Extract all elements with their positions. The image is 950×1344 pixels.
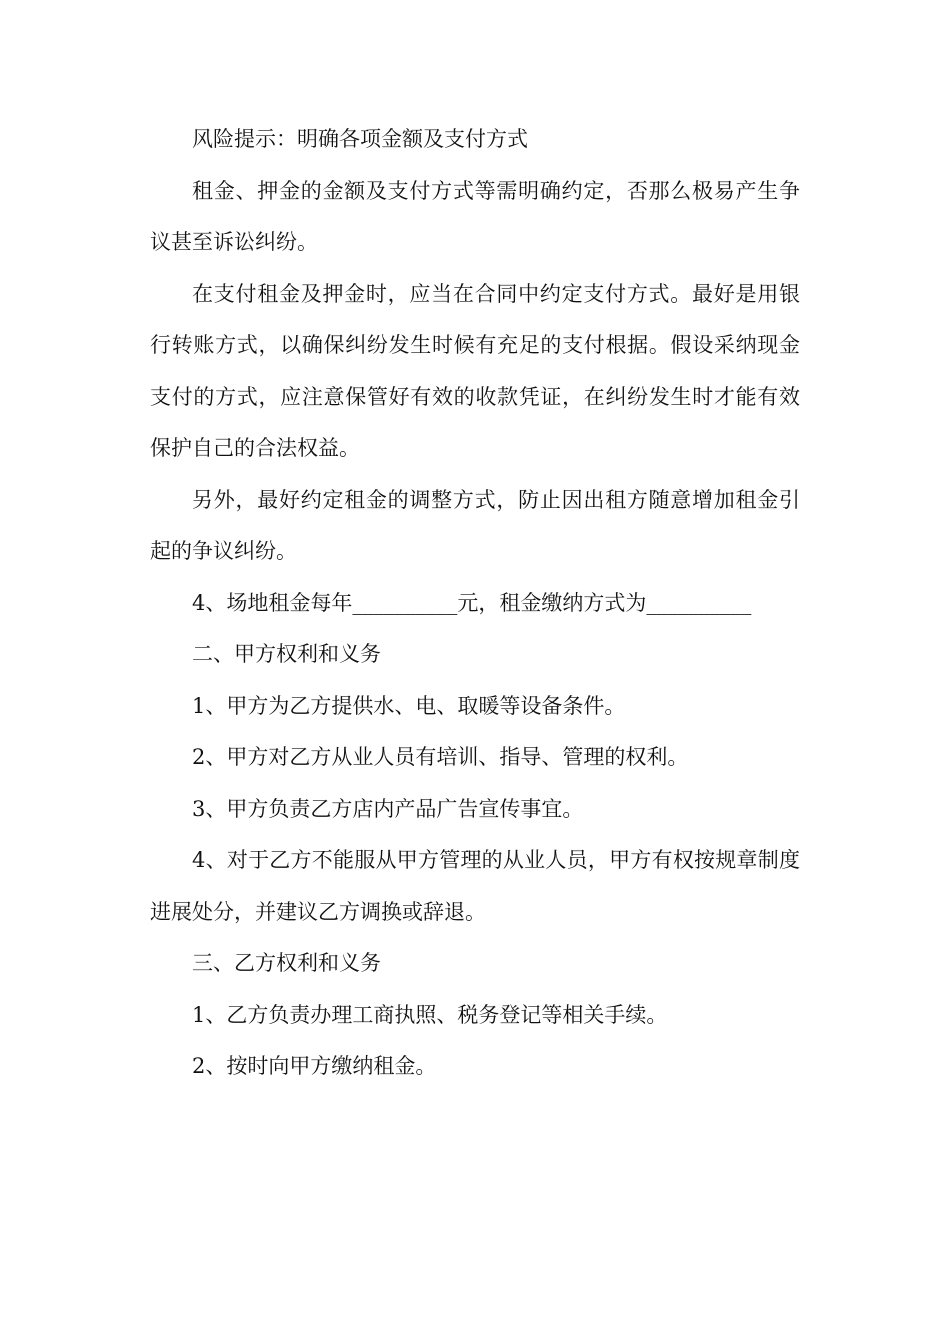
clause-party-a-1: 1、甲方为乙方提供水、电、取暖等设备条件。: [192, 693, 626, 718]
section-heading-party-b: 三、乙方权利和义务: [192, 951, 381, 975]
paragraph-rent-adjustment: 另外，最好约定租金的调整方式，防止因出租方随意增加租金引起的争议纠纷。: [150, 487, 800, 563]
clause-party-b-2: 2、按时向甲方缴纳租金。: [192, 1054, 437, 1078]
risk-tip-heading: 风险提示：明确各项金额及支付方式: [192, 127, 528, 151]
paragraph-payment-method: 在支付租金及押金时，应当在合同中约定支付方式。最好是用银行转账方式，以确保纠纷发生时候有充足的支付根据。假设采纳现金支付的方式，应注意保管好有效的收款凭证，在纠纷发生时才能有效保护自己的合法权益。: [150, 281, 800, 460]
document-body: [150, 114, 800, 1093]
section-heading-party-a: 二、甲方权利和义务: [192, 642, 381, 666]
clause-party-a-3: 3、甲方负责乙方店内产品广告宣传事宜。: [192, 796, 584, 821]
clause-party-b-1: 1、乙方负责办理工商执照、税务登记等相关手续。: [192, 1002, 668, 1027]
clause-party-a-2: 2、甲方对乙方从业人员有培训、指导、管理的权利。: [192, 745, 689, 769]
clause-party-a-4: 4、对于乙方不能服从甲方管理的从业人员，甲方有权按规章制度进展处分，并建议乙方调换或辞退。: [150, 848, 800, 924]
clause-rent-amount: 4、场地租金每年__________元，租金缴纳方式为__________: [192, 590, 752, 615]
paragraph-rent-deposit: 租金、押金的金额及支付方式等需明确约定，否那么极易产生争议甚至诉讼纠纷。: [150, 178, 800, 254]
